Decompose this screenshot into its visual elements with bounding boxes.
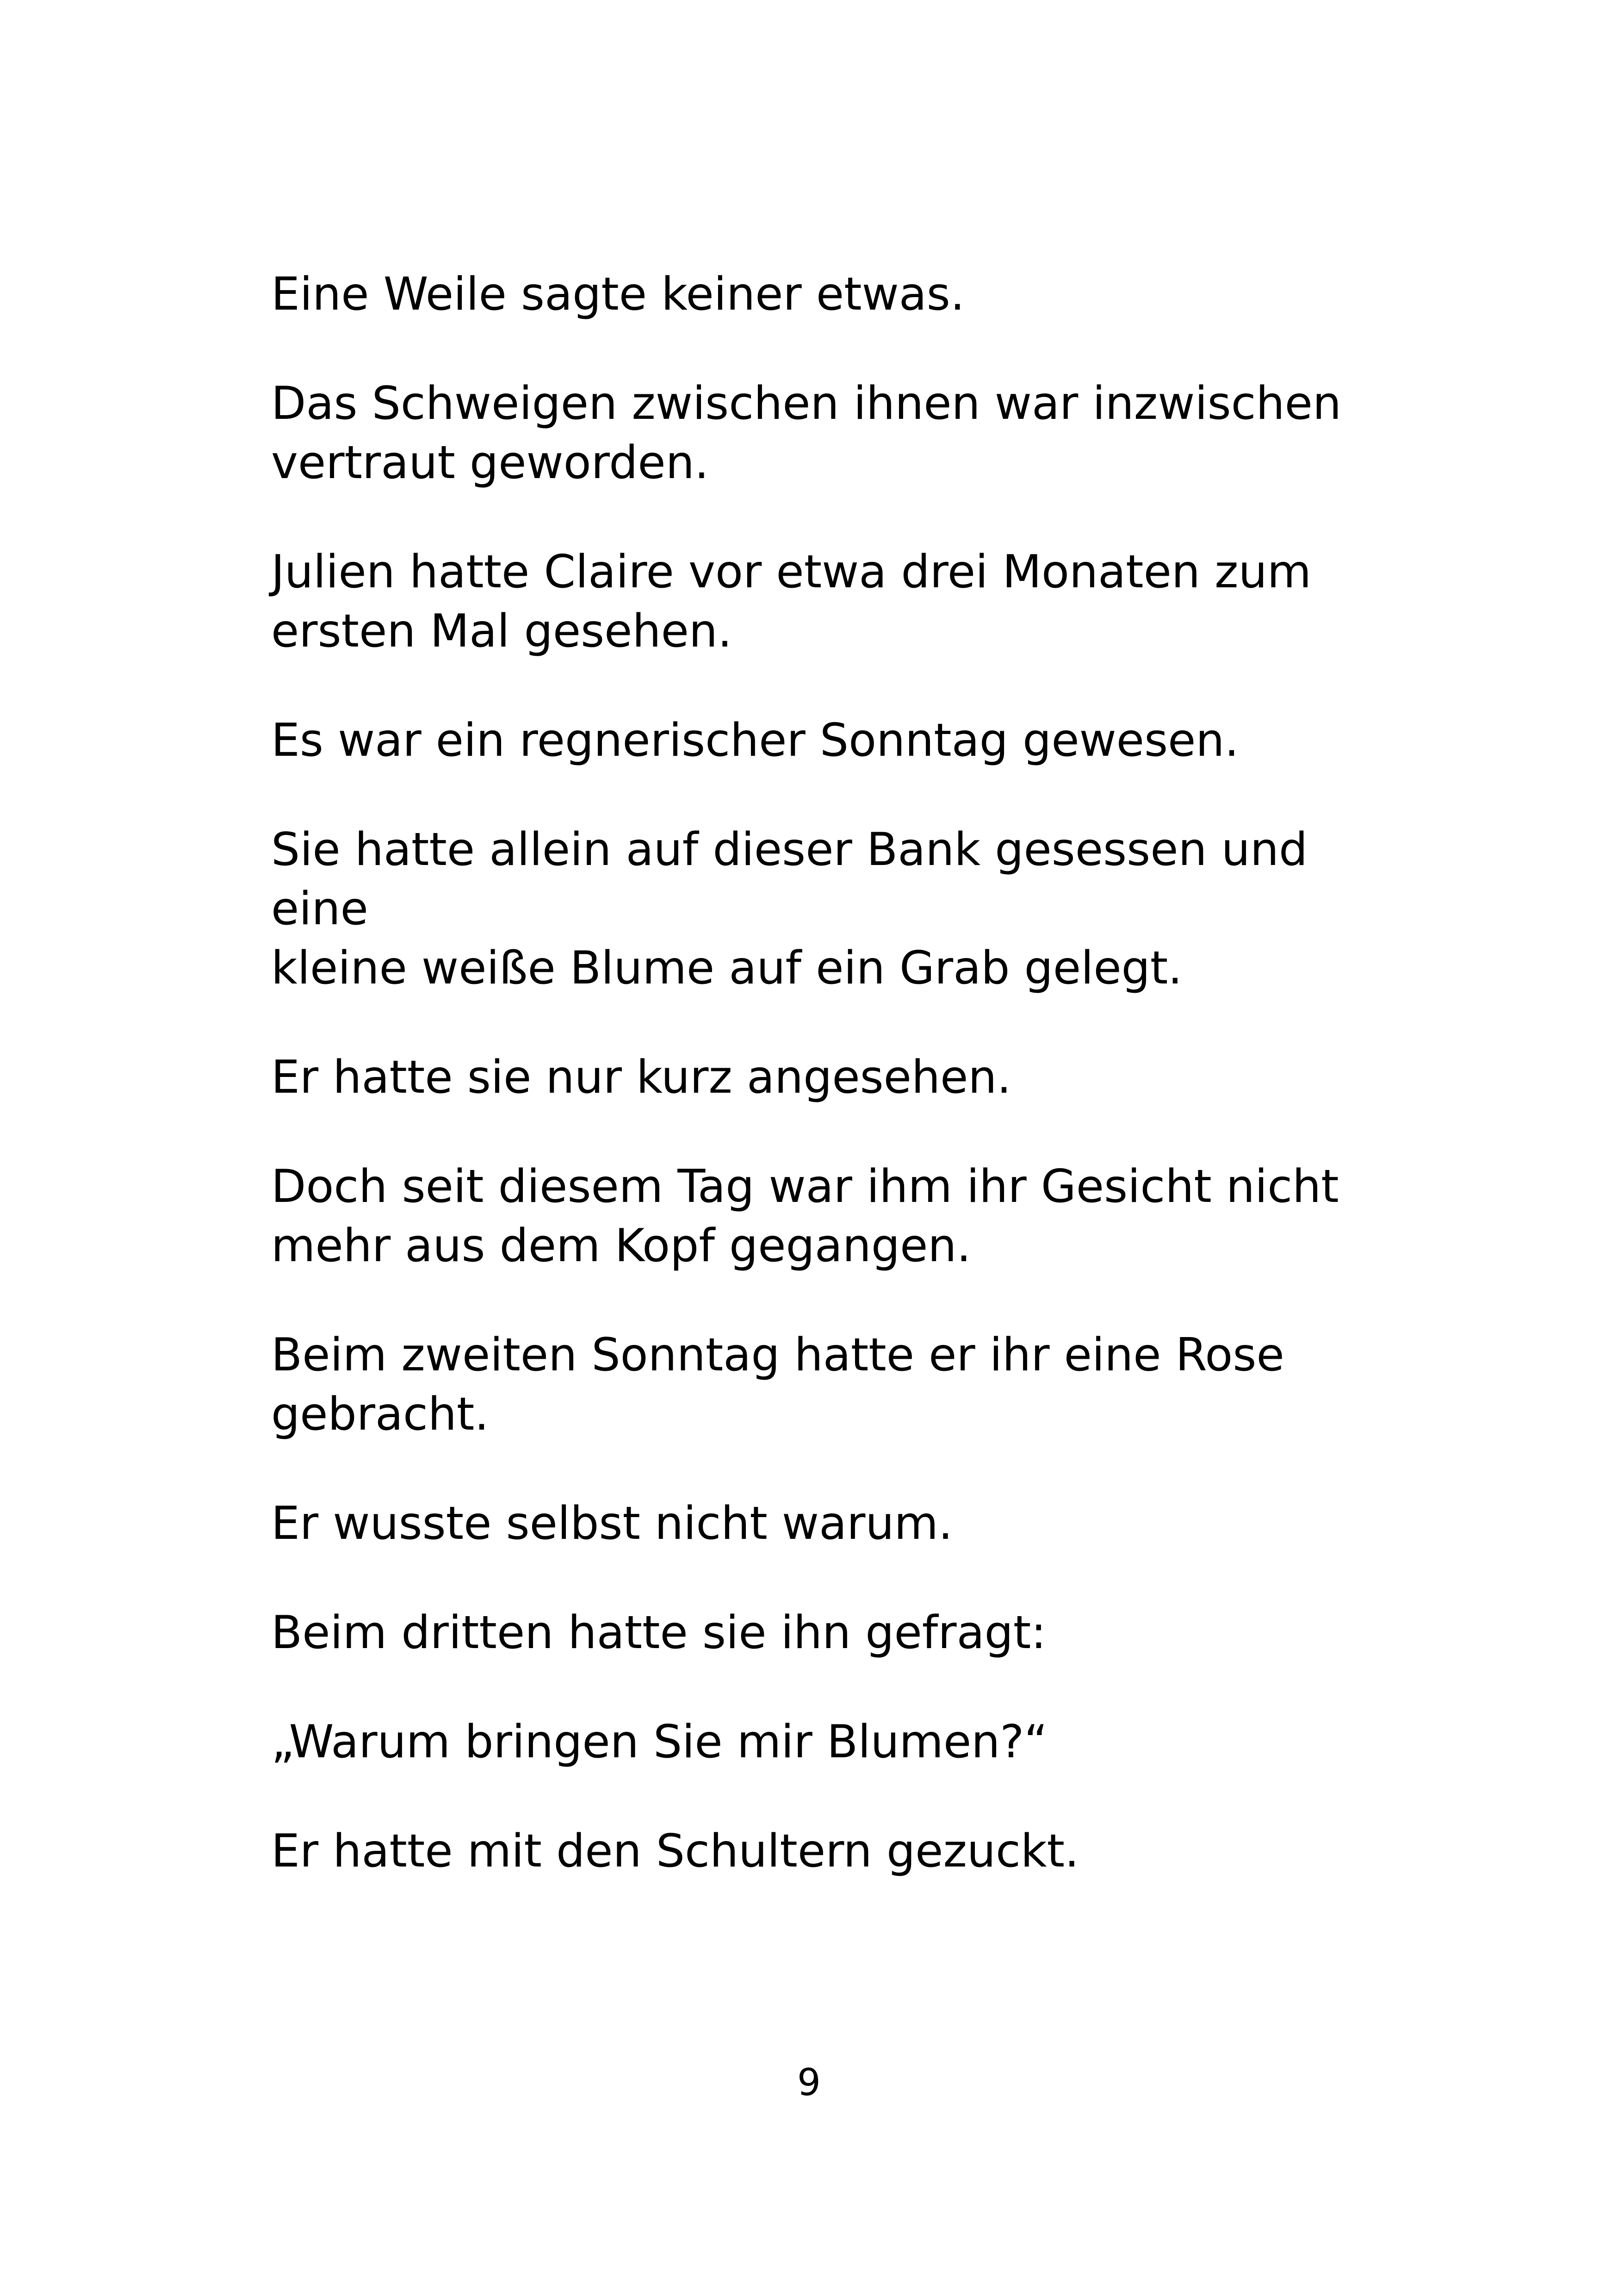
paragraph: „Warum bringen Sie mir Blumen?“	[271, 1716, 1048, 1768]
paragraph: Beim zweiten Sonntag hatte er ihr eine Rose gebracht.	[271, 1329, 1284, 1441]
paragraph: Er wusste selbst nicht warum.	[271, 1497, 953, 1550]
paragraph: Es war ein regnerischer Sonntag gewesen.	[271, 714, 1239, 767]
paragraph: Beim dritten hatte sie ihn gefragt:	[271, 1606, 1047, 1659]
paragraph: Doch seit diesem Tag war ihm ihr Gesicht nicht mehr aus dem Kopf gegangen.	[271, 1160, 1339, 1272]
paragraph: Er hatte mit den Schultern gezuckt.	[271, 1825, 1079, 1878]
paragraph: Eine Weile sagte keiner etwas.	[271, 268, 965, 321]
paragraph: Das Schweigen zwischen ihnen war inzwischen vertraut geworden.	[271, 377, 1342, 489]
paragraph: Sie hatte allein auf dieser Bank gesessen und eine kleine weiße Blume auf ein Grab gelegt.	[271, 823, 1308, 995]
page-number: 9	[797, 2061, 821, 2104]
paragraph: Er hatte sie nur kurz angesehen.	[271, 1051, 1011, 1104]
paragraph: Julien hatte Claire vor etwa drei Monaten zum ersten Mal gesehen.	[271, 546, 1312, 658]
body-text	[271, 265, 1349, 1931]
